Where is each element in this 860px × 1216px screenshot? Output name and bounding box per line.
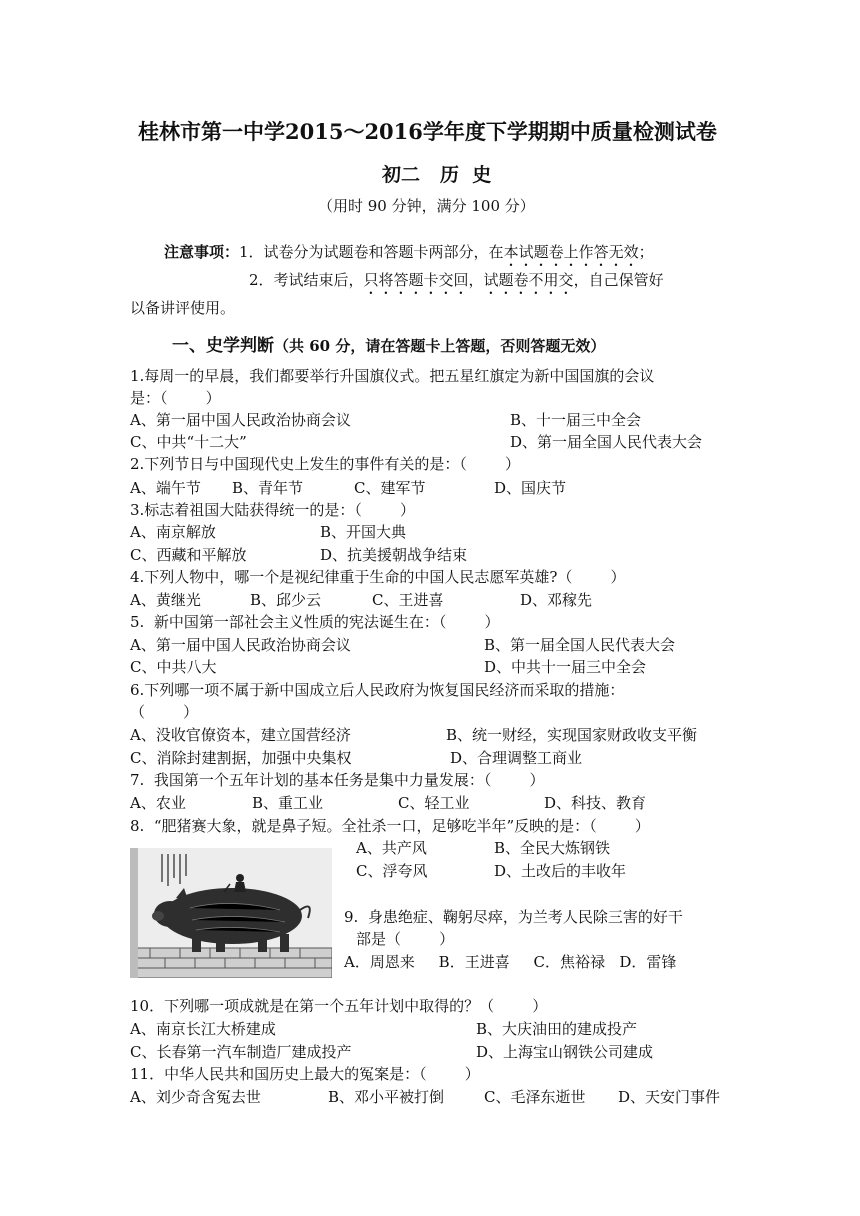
question-1-option-c: C、中共“十二大” bbox=[130, 433, 247, 451]
question-8-stem: 8. “肥猪赛大象，就是鼻子短。全社杀一口，足够吃半年”反映的是：（ ） bbox=[130, 817, 650, 835]
notice-item-1-c: ； bbox=[638, 243, 654, 261]
question-7-option-d: D、科技、教育 bbox=[544, 794, 647, 812]
question-6-option-c: C、消除封建割据，加强中央集权 bbox=[130, 749, 352, 767]
fat-pig-propaganda-image bbox=[130, 848, 332, 978]
question-4-option-c: C、王进喜 bbox=[372, 591, 444, 609]
question-1-option-d: D、第一届全国人民代表大会 bbox=[510, 433, 703, 451]
question-11-stem: 11．中华人民共和国历史上最大的冤案是：（ ） bbox=[130, 1065, 480, 1083]
question-2-option-b: B、青年节 bbox=[232, 479, 304, 497]
question-6-option-a: A、没收官僚资本，建立国营经济 bbox=[130, 726, 351, 744]
question-6-option-b: B、统一财经，实现国家财政收支平衡 bbox=[446, 726, 698, 744]
notice-item-1-emphasis: 本试题卷上作答无效 bbox=[503, 243, 639, 261]
question-2-stem: 2.下列节日与中国现代史上发生的事件有关的是：（ ） bbox=[130, 455, 520, 473]
question-2-option-c: C、建军节 bbox=[354, 479, 426, 497]
question-5-option-d: D、中共十一届三中全会 bbox=[484, 658, 647, 676]
question-8-option-b: B、全民大炼钢铁 bbox=[494, 839, 611, 857]
question-9-options: A．周恩来 B．王进喜 C．焦裕禄 D．雷锋 bbox=[344, 953, 677, 971]
question-7-option-a: A、农业 bbox=[130, 794, 186, 812]
question-10-option-b: B、大庆油田的建成投产 bbox=[476, 1020, 638, 1038]
question-1-stem-cont: 是：（ ） bbox=[130, 389, 221, 407]
section-1-title: 一、史学判断 bbox=[172, 336, 274, 356]
question-11-option-b: B、邓小平被打倒 bbox=[328, 1088, 445, 1106]
question-2-option-a: A、端午节 bbox=[130, 479, 201, 497]
notice-line-1 bbox=[164, 242, 654, 270]
notice-label: 注意事项： bbox=[164, 243, 240, 261]
time-note: （用时 90 分钟，满分 100 分） bbox=[318, 197, 535, 215]
question-1-stem: 1.每周一的早晨，我们都要举行升国旗仪式。把五星红旗定为新中国国旗的会议 bbox=[130, 367, 655, 385]
pig-illustration-icon bbox=[130, 848, 332, 978]
question-10-stem: 10．下列哪一项成就是在第一个五年计划中取得的？（ ） bbox=[130, 997, 548, 1015]
question-11-option-a: A、刘少奇含冤去世 bbox=[130, 1088, 261, 1106]
question-8-option-c: C、浮夸风 bbox=[356, 862, 428, 880]
question-4-option-d: D、邓稼先 bbox=[520, 591, 593, 609]
question-7-stem: 7. 我国第一个五年计划的基本任务是集中力量发展：（ ） bbox=[130, 771, 545, 789]
grade-label: 初二 bbox=[382, 164, 421, 186]
exam-title: 桂林市第一中学2015～2016学年度下学期期中质量检测试卷 bbox=[138, 119, 717, 144]
notice-item-2-a: 2．考试结束后， bbox=[249, 271, 364, 289]
question-3-option-b: B、开国大典 bbox=[320, 523, 407, 541]
notice-item-2-emphasis: 只将答题卡交回，试题卷不用交 bbox=[363, 271, 574, 289]
question-11-option-d: D、天安门事件 bbox=[618, 1088, 721, 1106]
question-6-stem: 6.下列哪一项不属于新中国成立后人民政府为恢复国民经济而采取的措施： bbox=[130, 681, 625, 699]
section-1-note: （共 60 分，请在答题卡上答题，否则答题无效） bbox=[274, 337, 606, 355]
question-3-option-d: D、抗美援朝战争结束 bbox=[320, 546, 468, 564]
subject-label: 历 史 bbox=[440, 164, 492, 186]
notice-line-3: 以备讲评使用。 bbox=[130, 299, 236, 317]
question-5-option-c: C、中共八大 bbox=[130, 658, 217, 676]
question-4-stem: 4.下列人物中，哪一个是视纪律重于生命的中国人民志愿军英雄?（ ） bbox=[130, 568, 626, 586]
question-3-option-c: C、西藏和平解放 bbox=[130, 546, 247, 564]
question-10-option-c: C、长春第一汽车制造厂建成投产 bbox=[130, 1043, 352, 1061]
section-1-header bbox=[172, 331, 605, 356]
notice-line-2 bbox=[249, 270, 664, 298]
question-4-option-b: B、邱少云 bbox=[250, 591, 322, 609]
question-1-option-a: A、第一届中国人民政治协商会议 bbox=[130, 411, 351, 429]
question-8-option-a: A、共产风 bbox=[356, 839, 427, 857]
notice-item-2-c: ，自己保管好 bbox=[573, 271, 664, 289]
question-9-stem: 9. 身患绝症、鞠躬尽瘁，为兰考人民除三害的好干 bbox=[344, 908, 683, 926]
question-11-option-c: C、毛泽东逝世 bbox=[484, 1088, 586, 1106]
question-5-option-a: A、第一届中国人民政治协商会议 bbox=[130, 636, 351, 654]
question-6-option-d: D、合理调整工商业 bbox=[450, 749, 583, 767]
question-10-option-a: A、南京长江大桥建成 bbox=[130, 1020, 276, 1038]
question-7-option-c: C、轻工业 bbox=[398, 794, 470, 812]
question-5-option-b: B、第一届全国人民代表大会 bbox=[484, 636, 676, 654]
question-3-option-a: A、南京解放 bbox=[130, 523, 216, 541]
question-4-option-a: A、黄继光 bbox=[130, 591, 201, 609]
question-8-option-d: D、土改后的丰收年 bbox=[494, 862, 627, 880]
question-2-option-d: D、国庆节 bbox=[494, 479, 567, 497]
question-9-stem-cont: 部是（ ） bbox=[356, 930, 455, 948]
question-5-stem: 5. 新中国第一部社会主义性质的宪法诞生在：（ ） bbox=[130, 613, 500, 631]
notice-item-1-a: 1．试卷分为试题卷和答题卡两部分，在 bbox=[239, 243, 504, 261]
question-10-option-d: D、上海宝山钢铁公司建成 bbox=[476, 1043, 654, 1061]
question-7-option-b: B、重工业 bbox=[252, 794, 324, 812]
question-1-option-b: B、十一届三中全会 bbox=[510, 411, 642, 429]
question-6-stem-cont: （ ） bbox=[130, 703, 199, 721]
question-3-stem: 3.标志着祖国大陆获得统一的是：（ ） bbox=[130, 501, 415, 519]
